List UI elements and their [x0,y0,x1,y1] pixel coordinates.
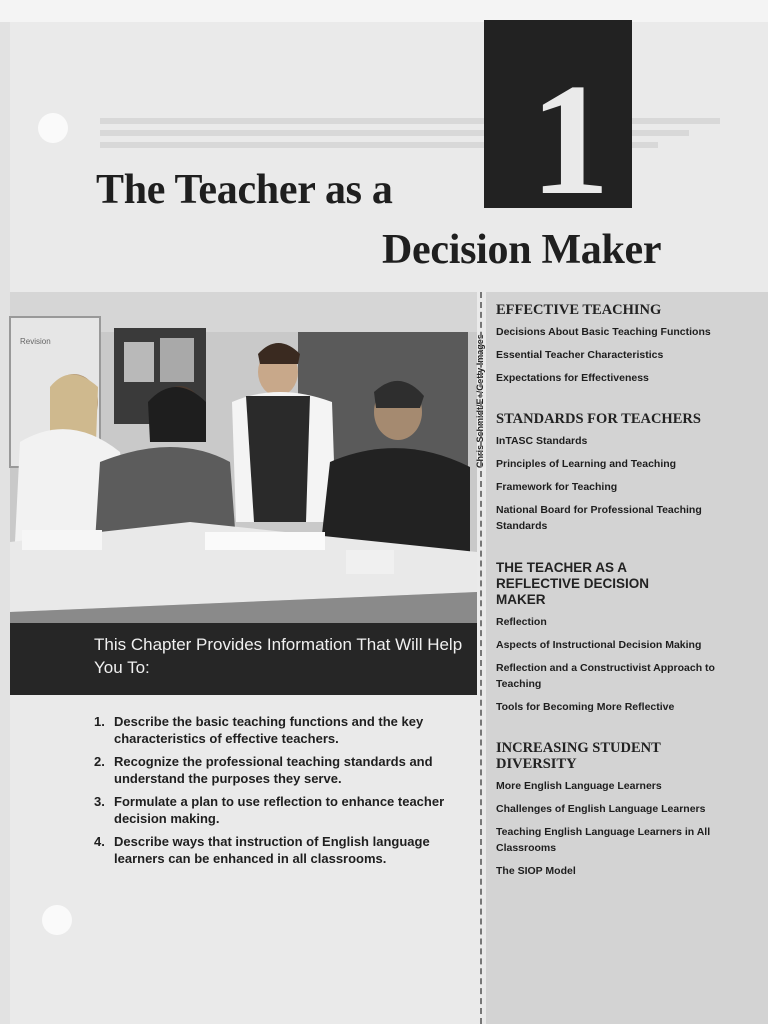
outline-section-title: EFFECTIVE TEACHING [496,302,662,318]
outline-item: The SIOP Model [496,865,576,877]
objective-number: 4. [94,834,105,849]
outline-item: Challenges of English Language Learners [496,803,706,815]
objective-text: Recognize the professional teaching standards and understand the purposes they serve. [114,754,433,786]
objective-item [94,713,454,747]
photo-credit [462,298,485,468]
outline-item: Reflection [496,616,547,628]
classroom-photo-illustration [10,292,477,623]
outline-item: InTASC Standards [496,435,588,447]
outline-section-title: STANDARDS FOR TEACHERS [496,411,701,427]
outline-item: Principles of Learning and Teaching [496,458,677,470]
chapter-number-block [484,20,632,228]
classroom-photo [10,292,477,623]
outline-item: Aspects of Instructional Decision Making [496,639,702,651]
outline-section [496,560,758,722]
outline-item: Decisions About Basic Teaching Functions [496,326,711,338]
outline-item: National Board for Professional Teaching Standards [496,504,702,532]
objective-text: Describe ways that instruction of English language learners can be enhanced in all classrooms. [114,834,430,866]
objectives-banner [10,623,477,695]
column-divider [480,292,482,1024]
whiteboard-text: Revision [20,337,51,346]
outline-item: Framework for Teaching [496,481,618,493]
objective-text: Describe the basic teaching functions and the key characteristics of effective teachers. [114,714,424,746]
objective-number: 2. [94,754,105,769]
binder-hole-bottom [42,905,72,935]
outline-item: More English Language Learners [496,780,662,792]
page-top-edge [0,0,768,22]
outline-section [496,302,758,393]
outline-item: Reflection and a Constructivist Approach to Teaching [496,662,715,690]
outline-section-title: INCREASING STUDENT DIVERSITY [496,740,661,772]
chapter-title-line-1: The Teacher as a [96,167,393,213]
outline-item: Teaching English Language Learners in All Classrooms [496,826,711,854]
objective-item [94,833,454,867]
photo-credit-text: Chris Schmidt/E+/Getty Images [475,334,485,468]
chapter-title-line-2: Decision Maker [382,227,662,273]
chapter-number: 1 [530,50,610,228]
objectives-list [94,713,454,873]
outline-item: Essential Teacher Characteristics [496,349,664,361]
outline-item: Tools for Becoming More Reflective [496,701,675,713]
chapter-outline-sidebar [486,292,768,1024]
objectives-heading: This Chapter Provides Information That Will Help You To: [94,635,463,677]
binder-hole-top [38,113,68,143]
outline-item: Expectations for Effectiveness [496,372,649,384]
objective-text: Formulate a plan to use reflection to enhance teacher decision making. [114,794,445,826]
objective-number: 3. [94,794,105,809]
objective-item [94,793,454,827]
objective-number: 1. [94,714,105,729]
outline-section-title: THE TEACHER AS A REFLECTIVE DECISION MAKER [496,560,650,607]
outline-section [496,411,758,541]
objective-item [94,753,454,787]
outline-section [496,740,758,886]
